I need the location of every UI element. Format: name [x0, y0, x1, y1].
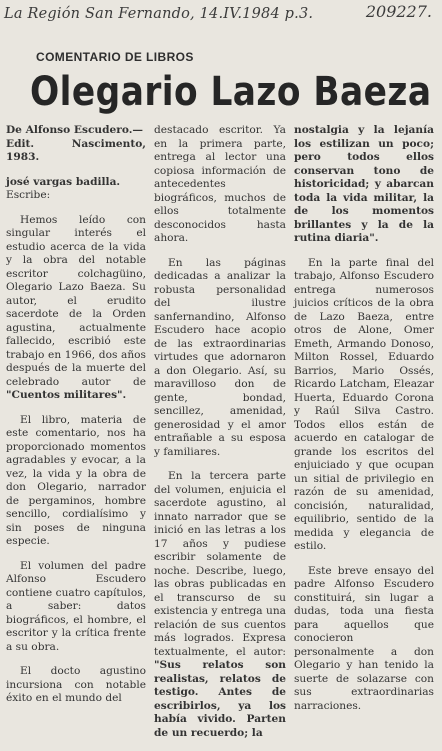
paragraph: En la parte final del trabajo, Alfonso Escudero entrega numerosos juicios críticos de la obra de Lazo Baeza, entre otros de Alone, Omer Emeth, Armando Donoso, Milton Rossel, Eduardo Barrios, Mario Ossés, Ricardo Latcham, Eleazar Huerta, Eduardo Corona y Raúl Silva Castro. Todos ellos están de acuerdo en catalogar de grande los escritos del enjuiciado y que ocupan un sitial de privilegio en razón de su amenidad, concisión, naturalidad, equilibrio, sentido de la medida y elegancia de estilo. [294, 256, 434, 552]
handwritten-catalog-number: 209227. [365, 2, 432, 21]
article-body [6, 124, 436, 739]
paragraph: En las páginas dedicadas a analizar la robusta personalidad del ilustre sanfernandino, Alfonso Escudero hace acopio de las extraordinarias virtudes que adornaron a don Olegario. Así, su maravilloso don de gente, bondad, sencillez, amenidad, generosidad y el amor entrañable a su esposa y familiares. [154, 256, 286, 458]
paragraph-text: En la tercera parte del volumen, enjuicia el sacerdote agustino, al innato narrador que se inició en las letras a los 17 años y pudiese escribir solamente de noche. Describe, luego, las obras publicadas en el transcurso de su existencia y entrega una relación de sus cuentos más logrados. Expresa textualmente, el autor: [154, 470, 286, 658]
paragraph: Este breve ensayo del padre Alfonso Escudero constituirá, sin lugar a dudas, toda una fiesta para aquellos que conocieron personalmente a don Olegario y han tenido la suerte de solazarse con sus extraordinarias narraciones. [294, 564, 434, 712]
headline: Olegario Lazo Baeza [30, 69, 432, 115]
paragraph-text: Hemos leído con singular interés el estudio acerca de la vida y la obra del notable escritor colchagüino, Olegario Lazo Baeza. Su autor, el erudito sacerdote de la Orden agustina, actualmente fallecido, escribió este trabajo en 1966, dos años después de la muerte del celebrado autor de [6, 213, 146, 388]
paragraph: El volumen del padre Alfonso Escudero contiene cuatro capítulos, a saber: datos biográficos, el hombre, el escritor y la crítica frente a su obra. [6, 559, 146, 653]
paragraph [6, 214, 146, 403]
paragraph-bold-text: "Sus relatos son realistas, relatos de testigo. Antes de escribirlos, ya los había vivido. Parten de un recuerdo; la [154, 659, 286, 739]
byline-line2: Edit. Nascimento, 1983. [6, 137, 146, 163]
byline-book [6, 124, 146, 165]
paragraph: destacado escritor. Ya en la primera parte, entrega al lector una copiosa información de antecedentes biográficos, muchos de ellos totalmente desconocidos hasta ahora. [154, 124, 286, 244]
column-1 [6, 124, 146, 717]
paragraph: nostalgia y la lejanía los estilizan un poco; pero todos ellos conservan tono de historicidad; y abarcan toda la vida militar, la de los momentos brillantes y la de la rutina diaria". [294, 124, 434, 244]
byline-role: Escribe: [6, 189, 51, 201]
column-2 [154, 124, 286, 751]
column-3 [294, 124, 434, 724]
byline-author-block [6, 176, 146, 203]
byline-author: josé vargas badilla. [6, 175, 121, 188]
handwritten-source-note: La Región San Fernando, 14.IV.1984 p.3. [4, 6, 314, 22]
section-label: COMENTARIO DE LIBROS [36, 50, 194, 64]
paragraph-bold-text: "Cuentos militares". [6, 389, 127, 401]
paragraph: El libro, materia de este comentario, nos ha proporcionado momentos agradables y evocar, a la vez, la vida y la obra de don Olegario, narrador de pergaminos, hombre sencillo, cordialísimo y sin poses de ninguna especie. [6, 413, 146, 547]
paragraph: El docto agustino incursiona con notable éxito en el mundo del [6, 665, 146, 704]
paragraph [154, 470, 286, 740]
byline-line1: De Alfonso Escudero.— [6, 124, 143, 136]
